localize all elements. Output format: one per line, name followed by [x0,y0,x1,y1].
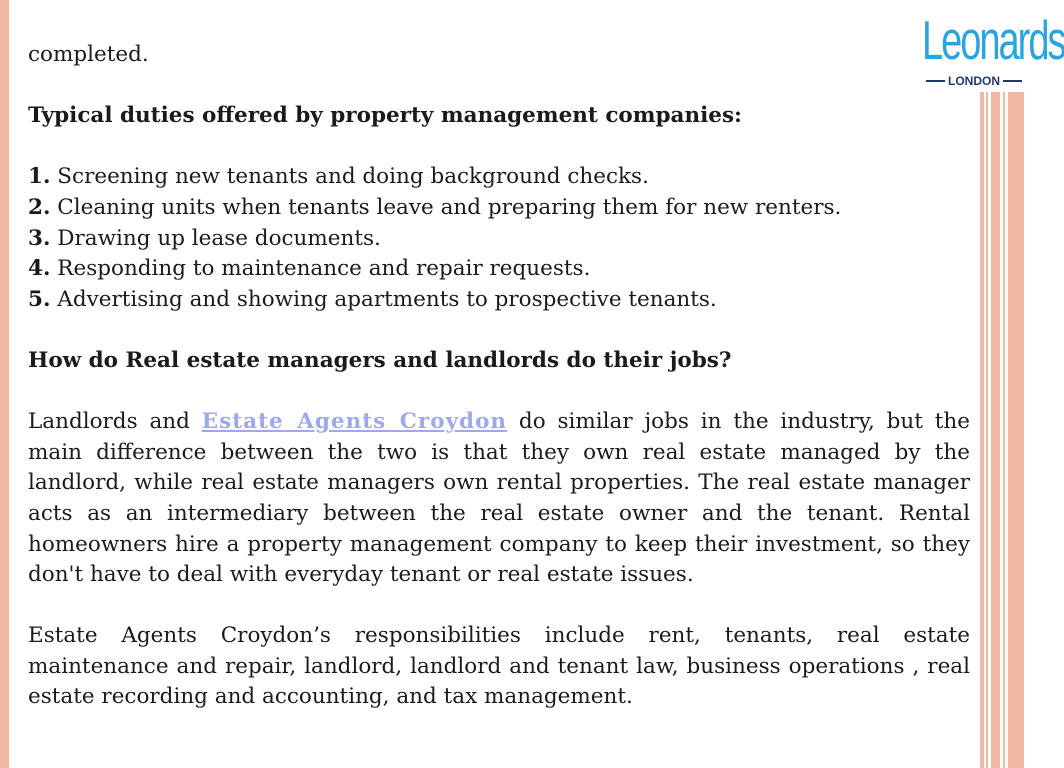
right-decorative-stripes [980,90,1024,768]
stripe [980,90,984,768]
list-item [28,193,970,224]
intro-tail: completed. [28,42,149,67]
para1-after: do similar jobs in the industry, but the main difference between the two is that they own real estate managed by the landlord, while real estate managers own rental properties. The real estate manager acts as an intermediary between the real estate owner and the tenant. Rental homeowners hire a property management company to keep their investment, so they don't have to deal with everyday tenant or real estate issues. [28,409,970,588]
logo-rule [1003,80,1022,82]
stripe [986,90,988,768]
list-item [28,285,970,316]
duties-heading: Typical duties offered by property management companies: [28,103,742,129]
stripe [1008,90,1024,768]
left-decorative-stripe [0,0,9,768]
list-text: Advertising and showing apartments to prospective tenants. [57,286,717,312]
logo-wordmark: Leonards [922,11,1064,73]
list-number: 3. [28,225,51,251]
list-text: Drawing up lease documents. [57,225,381,251]
list-item [28,162,970,193]
list-number: 2. [28,194,51,220]
list-number: 4. [28,256,51,282]
paragraph-landlords [28,407,970,591]
list-text: Cleaning units when tenants leave and preparing them for new renters. [57,194,842,220]
list-number: 5. [28,286,51,312]
list-text: Screening new tenants and doing background checks. [57,164,649,190]
para1-before: Landlords and [28,409,202,435]
slide-content [28,40,970,713]
logo-sub-text: LONDON [948,74,1000,88]
list-item [28,254,970,285]
list-item [28,224,970,255]
estate-agents-croydon-link[interactable]: Estate Agents Croydon [201,409,508,435]
stripe [1003,90,1005,768]
list-number: 1. [28,164,51,190]
section2-heading: How do Real estate managers and landlords do their jobs? [28,347,732,373]
paragraph-responsibilities: Estate Agents Croydon’s responsibilities include rent, tenants, real estate maintenance and repair, landlord, landlord and tenant law, business operations , real estate recording and accounting, and tax management. [28,623,970,710]
stripe [991,90,1000,768]
list-text: Responding to maintenance and repair requests. [57,256,591,282]
